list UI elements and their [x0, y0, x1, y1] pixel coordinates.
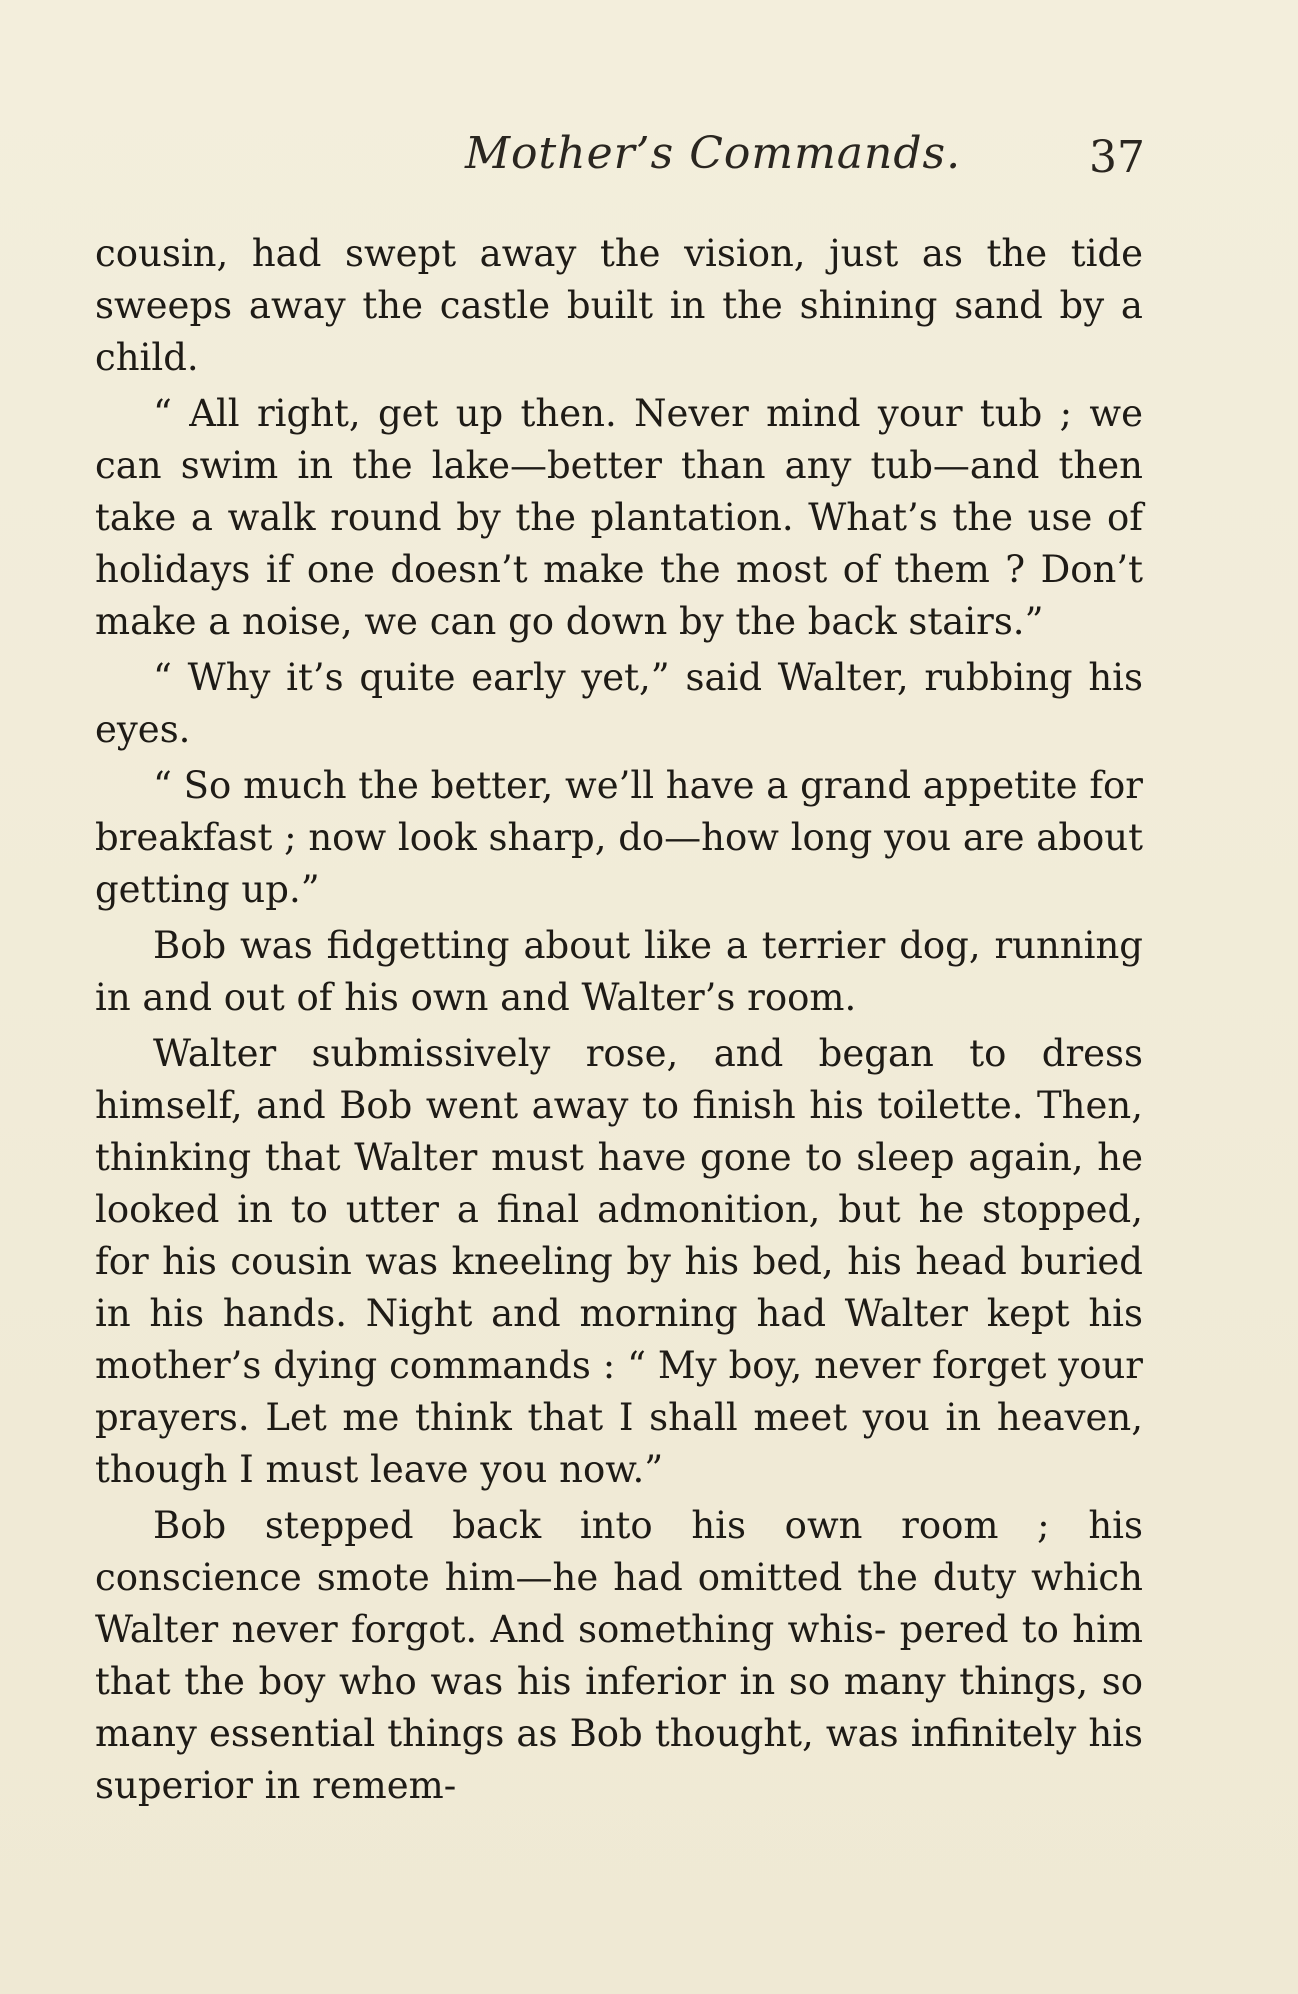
paragraph: “ All right, get up then. Never mind your tub ; we can swim in the lake—better than any tub—and then take a walk round by the plantation. What’s the use of holidays if one doesn’t make the most of them ? Don’t make a noise, we can go down by the back stairs.” [95, 392, 1143, 643]
paragraph-continuation: cousin, had swept away the vision, just as the tide sweeps away the castle built in the shining sand by a child. [95, 232, 1143, 379]
running-header [95, 128, 1145, 188]
chapter-title: Mother’s Commands. [465, 128, 962, 179]
paragraph: “ So much the better, we’ll have a grand appetite for breakfast ; now look sharp, do—how long you are about getting up.” [95, 764, 1143, 911]
paragraph: “ Why it’s quite early yet,” said Walter, rubbing his eyes. [95, 656, 1143, 751]
paragraph: Walter submissively rose, and began to dress himself, and Bob went away to finish his toilette. Then, thinking that Walter must have gone to sleep again, he looked in to utter a final admonition, but he stopped, for his cousin was kneeling by his bed, his head buried in his hands. Night and morning had Walter kept his mother’s dying commands : “ My boy, never forget your prayers. Let me think that I shall meet you in heaven, though I must leave you now.” [95, 1032, 1143, 1491]
paragraph: Bob was fidgetting about like a terrier dog, running in and out of his own and Walter’s room. [95, 924, 1143, 1019]
page-number: 37 [1089, 132, 1145, 183]
paragraph: Bob stepped back into his own room ; his conscience smote him—he had omitted the duty which Walter never forgot. And something whis- pered to him that the boy who was his inferior in so many things, so many essential things as Bob thought, was infinitely his superior in remem- [95, 1504, 1143, 1807]
body-text [95, 228, 1143, 1816]
